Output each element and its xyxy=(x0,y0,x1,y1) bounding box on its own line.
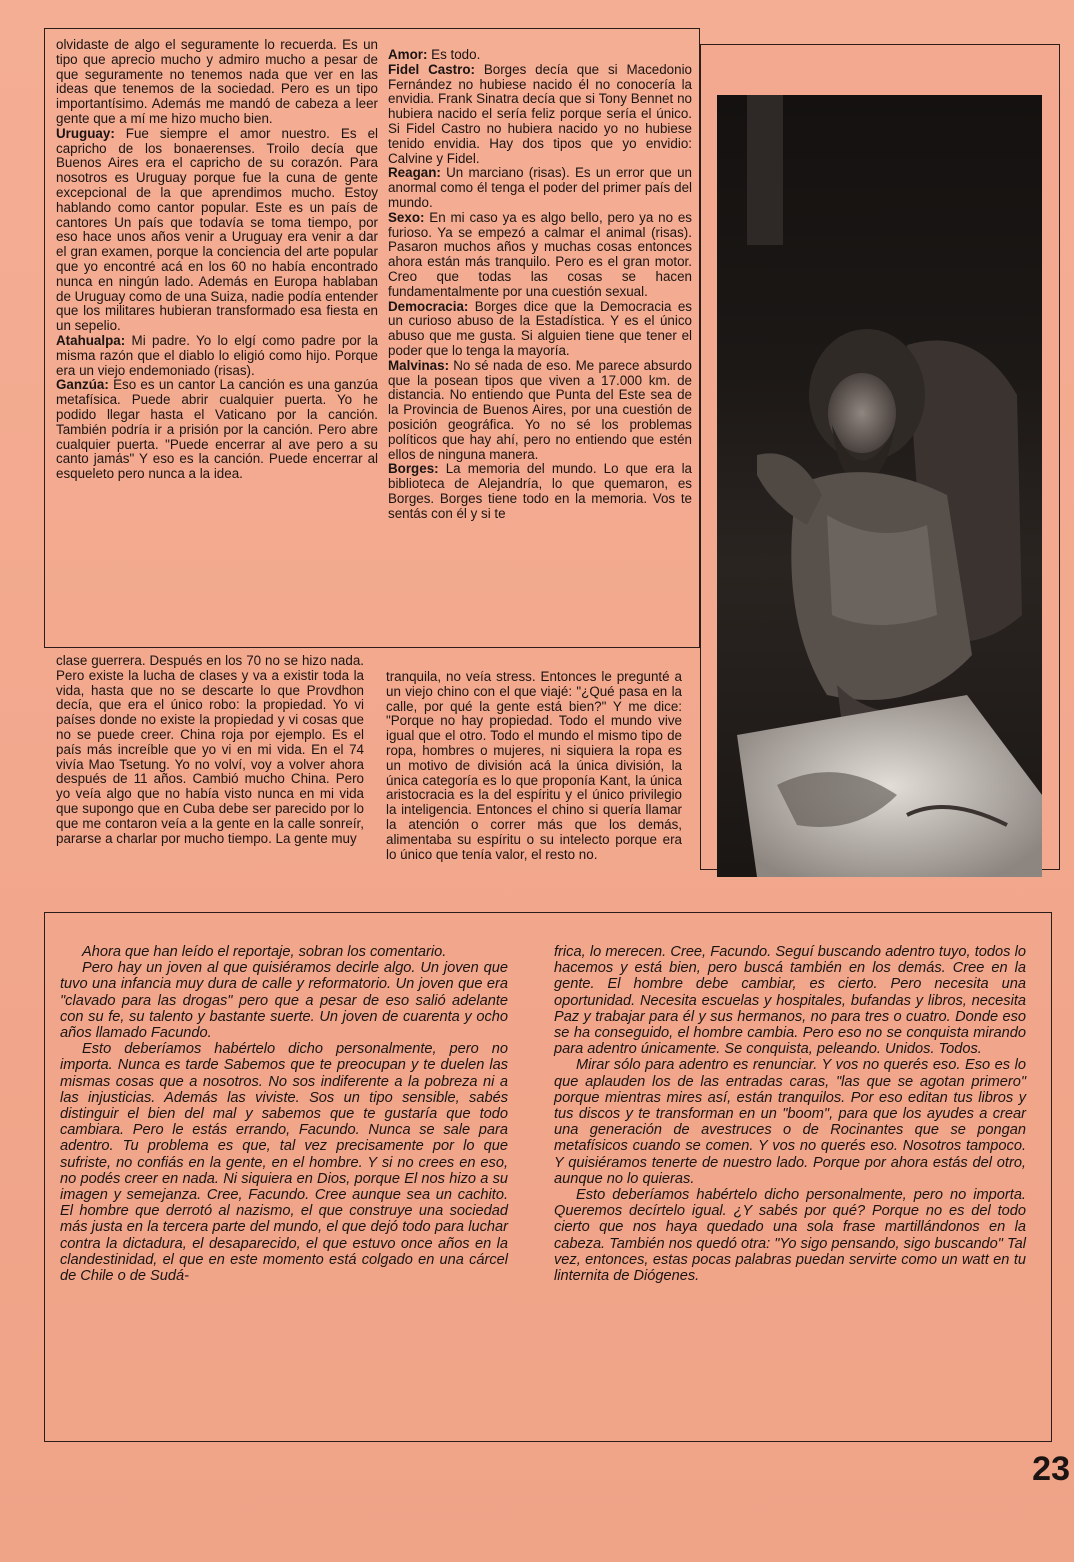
entry-reagan: Reagan: Un marciano (risas). Es un error que un anormal como él tenga el poder del primer país del mundo. xyxy=(388,165,692,210)
entry-democracia: Democracia: Borges dice que la Democracia es un curioso abuso de la Estadística. Y es el único abuso que me gusta. Si alguien tiene que tener el poder que lo tenga la mayoría. xyxy=(388,298,692,358)
page-number: 23 xyxy=(1032,1450,1070,1488)
entry-borges: Borges: La memoria del mundo. Lo que era la biblioteca de Alejandría, lo que quemaron, es Borges. Borges tiene todo en la memoria. Vos te sentás con él y si te xyxy=(388,461,692,521)
portrait-photo xyxy=(717,95,1042,877)
editorial-column-right xyxy=(554,944,1026,1284)
editorial-paragraph: Mirar sólo para adentro es renunciar. Y vos no querés eso. Eso es lo que aplauden los de las entradas caras, "las que se agotan primero" porque mientras mires así, están tranquilos. Por eso editan tus libros y tus discos y te transforman en un "boom", para que los ayudes a crear una generación de avestruces o de Rocinantes que se pongan metafísicos cuando se comen. Y vos no querés eso. Nosotros tampoco. Y quisiéramos tenerte de nuestro lado. Porque por ahora estás del otro, aunque no lo quieras. xyxy=(554,1057,1026,1187)
entry-sexo: Sexo: En mi caso ya es algo bello, pero ya no es furioso. Ya se empezó a calmar el animal (risas). Pasaron muchos años y muchas cosas entonces ahora están más tranquilo. Pero es el gran motor. Creo que todas las cosas se hacen fundamentalmente por una cuestión sexual. xyxy=(388,209,692,299)
article-column-right xyxy=(386,670,682,862)
photo-frame xyxy=(700,44,1060,870)
editorial-paragraph: frica, lo merecen. Cree, Facundo. Seguí buscando adentro tuyo, todos lo hacemos y está bien, pero buscá también en los demás. Cree en la gente. El hombre debe cambiar, es cierto. Pero necesita una oportunidad. Necesita escuelas y hospitales, bufandas y libros, necesita Paz y trabajar para él y sus hermanos, no para tres o cuatro. Donde eso se ha conseguido, el hombre cambia. Pero eso no se conquista mirando para adentro únicamente. Se conquista, peleando. Unidos. Todos. xyxy=(554,944,1026,1058)
editorial-paragraph: Ahora que han leído el reportaje, sobran los comentario. xyxy=(82,944,447,960)
entry-intro: olvidaste de algo el seguramente lo recuerda. Es un tipo que aprecio mucho y admiro mucho a pesar de que seguramente no tenemos nada que ver en las ideas que tenemos de la sociedad. Pero es un tipo importantísimo. Además me mandó de cabeza a leer gente que a mí me hizo mucho bien. xyxy=(56,37,378,126)
interview-column-right xyxy=(388,48,692,522)
entry-atahualpa: Atahualpa: Mi padre. Yo lo elgí como padre por la misma razón que el diablo lo eligió como hijo. Porque era un viejo endemoniado (risas). xyxy=(56,332,378,378)
interview-column-left xyxy=(56,38,378,482)
article-text-left: clase guerrera. Después en los 70 no se hizo nada. Pero existe la lucha de clases y va a existir toda la vida, hasta que no se descarte lo que Provdhon decía, que era el único robo: la propiedad. Yo vi países donde no existe la propiedad y vi cosas que no se puede creer. China roja por ejemplo. Es el país más increíble que yo vi en mi vida. En el 74 vivía Mao Tsetung. Yo no volví, voy a volver ahora después de 11 años. Cambió mucho China. Pero yo veía algo que no había visto nunca en mi vida que supongo que en Cuba debe ser parecido por lo que me contaron veía a la gente en la calle sonreír, pararse a charlar por mucho tiempo. La gente muy xyxy=(56,653,364,846)
entry-ganzua: Ganzúa: Eso es un cantor La canción es una ganzúa metafísica. Puede abrir cualquier puerta. Yo he podido llegar hasta el Vaticano por la canción. También podría ir a prisión por la canción. Pero abre cualquier puerta. "Puede encerrar al ave pero a su canto jamás" Y eso es la canción. Puede encerrar al esqueleto pero nunca a la idea. xyxy=(56,377,378,482)
entry-amor: Amor: Es todo. xyxy=(388,47,481,62)
editorial-paragraph: Esto deberíamos habértelo dicho personalmente, pero no importa. Nunca es tarde Sabemos que te preocupan y te duelen las mismas cosas que a nosotros. No sos indiferente a la pobreza ni a las injusticias. Además las viviste. Sos un tipo sensible, sabés distinguir el bien del mal y sabemos que te gustaría que todo cambiara. Pero le estás errando, Facundo. Nunca se sale para adentro. Tu problema es que, tal vez precisamente por lo que sufriste, no confiás en la gente, en el hombre. Y si no crees en eso, no podés creer en nada. Ni siquiera en Dios, porque El nos hizo a su imagen y semejanza. Cree, Facundo. Cree aunque sea un cachito. El hombre que derrotó al nazismo, el que construye una sociedad más justa en la tercera parte del mundo, el que dejó todo para luchar contra la dictadura, el desaparecido, el que estuvo once años en la clandestinidad, el que en este momento está colgado en una cárcel de Chile o de Sudá- xyxy=(60,1041,508,1285)
editorial-paragraph: Esto deberíamos habértelo dicho personalmente, pero no importa. Queremos decírtelo igual. ¿Y sabés por qué? Porque no es del todo cierto que nos haya quedado una sola frase martillándonos en la cabeza. También nos quedó otra: "Yo sigo pensando, sigo buscando" Tal vez, entonces, estas pocas palabras puedan servirte como un watt en tu linternita de Diógenes. xyxy=(554,1187,1026,1285)
entry-malvinas: Malvinas: No sé nada de eso. Me parece absurdo que la posean tipos que viven a 17.000 km. de distancia. No entiendo que Punta del Este sea de la Provincia de Buenos Aires, por una cuestión de posición geográfica. Yo no sé los problemas políticos que hay ahí, pero no entiendo que estén ellos de ninguna manera. xyxy=(388,357,692,462)
portrait-photo-art xyxy=(717,95,1042,877)
entry-fidel-castro: Fidel Castro: Borges decía que si Macedonio Fernández no hubiese nacido él no conocería la envidia. Frank Sinatra decía que si Tony Bennet no hubiera nacido el sería feliz porque sería el único. Si Fidel Castro no hubiera nacido yo no hubiese tenido envidia. Hay dos tipos que yo envidio: Calvine y Fidel. xyxy=(388,61,692,166)
article-text-right: tranquila, no veía stress. Entonces le pregunté a un viejo chino con el que viajé: "¿Qué pasa en la calle, por qué la gente está bien?" Y me dice: "Porque no hay propiedad. Todo el mundo vive igual que el otro. Todo el mundo el mismo tipo de ropa, hombres o mujeres, ni siquiera la ropa es un motivo de división acá la única división, la única categoría es lo que proponía Kant, la única aristocracia es la del espíritu y el único privilegio la inteligencia. Entonces el chino si quería llamar la atención o correr más que los demás, alimentaba su espíritu o su intelecto porque era lo único que tenía valor, el resto no. xyxy=(386,669,682,862)
editorial-paragraph: Pero hay un joven al que quisiéramos decirle algo. Un joven que tuvo una infancia muy dura de calle y reformatorio. Un joven que era "clavado para las drogas" pero que a pesar de eso salió adelante con su fe, su talento y bastante suerte. Un joven de cuarenta y ocho años llamado Facundo. xyxy=(60,960,508,1042)
editorial-column-left xyxy=(60,944,508,1284)
article-column-left xyxy=(56,654,364,846)
entry-uruguay: Uruguay: Fue siempre el amor nuestro. Es el capricho de los bonaerenses. Troilo decía que Buenos Aires era el capricho de su corazón. Para nosotros es Uruguay porque fue la cuna de gente excepcional de la que aprendimos mucho. Estoy hablando como cantor popular. Este es un país de cantores Un país que todavía se toma tiempo, por eso hace unos años venir a Uruguay era venir a dar el gran examen, porque la conciencia del arte popular que yo encontré acá en los 60 no había encontrado nunca en ningún lado. Además en Europa hablaban de Uruguay como de una Suiza, nadie podía entender que los militares hubieran transformado esa fiesta en un sepelio. xyxy=(56,125,378,334)
